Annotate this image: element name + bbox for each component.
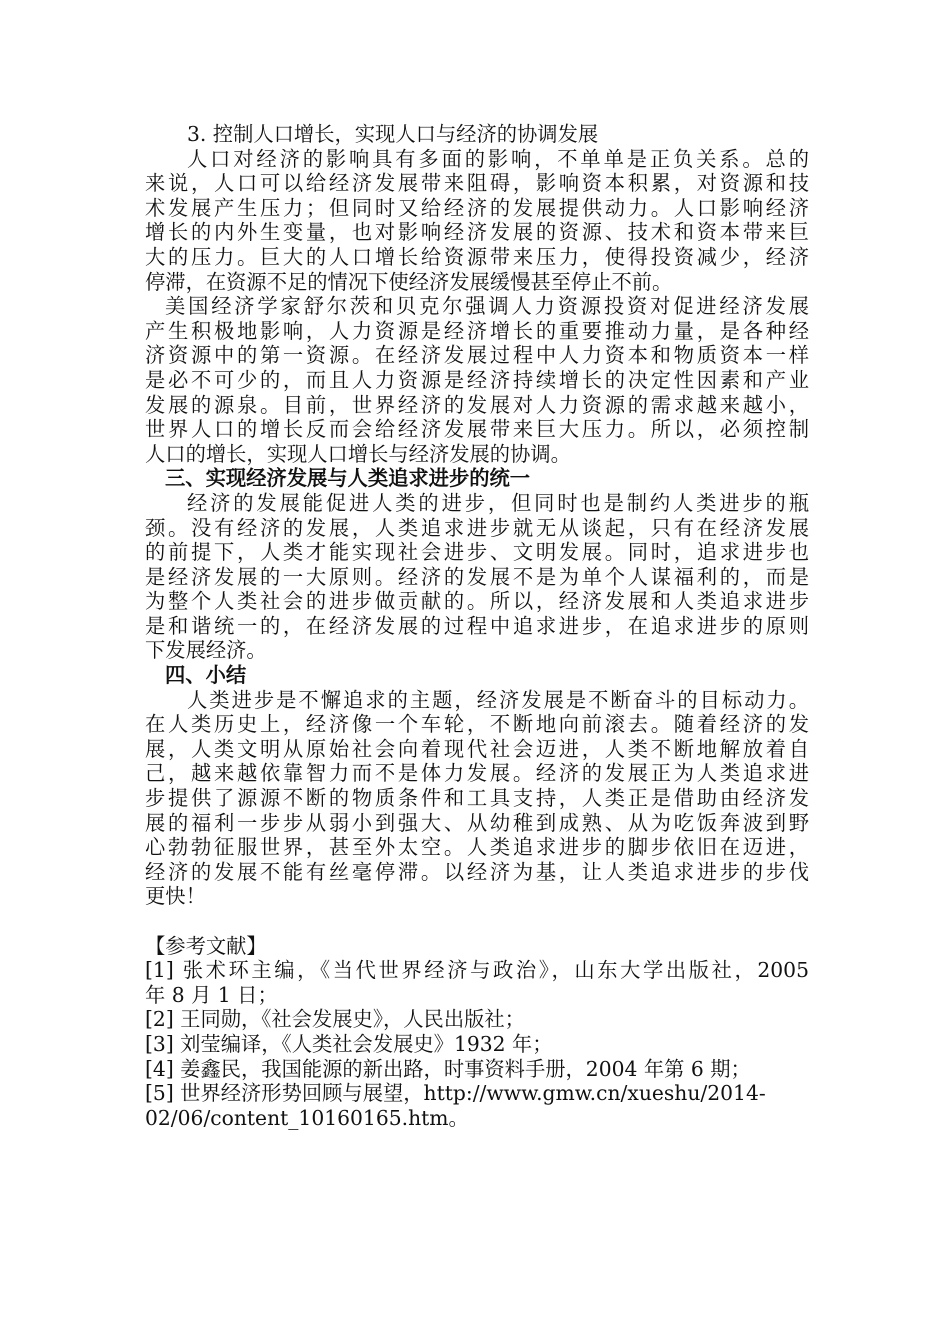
paragraph [145,688,809,909]
paragraph-line: 经济的发展不能有丝毫停滞。以经济为基，让人类追求进步的步伐 [145,859,809,884]
reference-item: [3] 刘莹编译，《人类社会发展史》1932 年； [145,1031,553,1056]
paragraph-line: 在人类历史上，经济像一个车轮，不断地向前滚去。随着经济的发 [145,712,809,737]
section-heading: 四、小结 [165,663,247,688]
paragraph-line: 人口对经济的影响具有多面的影响，不单单是正负关系。总的 [187,146,809,171]
paragraph-line: 是和谐统一的，在经济发展的过程中追求进步，在追求进步的原则 [145,613,809,638]
paragraph-line: 人类进步是不懈追求的主题，经济发展是不断奋斗的目标动力。 [187,687,809,712]
paragraph-line: 颈。没有经济的发展，人类追求进步就无从谈起，只有在经济发展 [145,515,809,540]
paragraph-line: 更快！ [145,884,206,909]
reference-item: [1] 张术环主编，《当代世界经济与政治》，山东大学出版社，2005 [145,958,809,983]
subsection-heading: 3. 控制人口增长，实现人口与经济的协调发展 [187,122,599,146]
paragraph-line: 是经济发展的一大原则。经济的发展不是为单个人谋福利的，而是 [145,564,809,589]
paragraph-line: 发展的源泉。目前，世界经济的发展对人力资源的需求越来越小， [145,392,809,417]
paragraph-line: 术发展产生压力；但同时又给经济的发展提供动力。人口影响经济 [145,195,809,220]
paragraph [145,294,809,466]
document-body [145,122,809,1130]
paragraph-line: 美国经济学家舒尔茨和贝克尔强调人力资源投资对促进经济发展 [165,294,809,319]
paragraph-line: 的前提下，人类才能实现社会进步、文明发展。同时，追求进步也 [145,540,809,565]
blank-line [145,909,809,934]
paragraph-line: 经济的发展能促进人类的进步，但同时也是制约人类进步的瓶 [187,490,809,515]
references-heading: 【参考文献】 [145,933,267,958]
paragraph-line: 增长的内外生变量，也对影响经济发展的资源、技术和资本带来巨 [145,220,809,245]
paragraph-line: 展的福利一步步从弱小到强大、从幼稚到成熟、从为吃饭奔波到野 [145,810,809,835]
section-heading: 三、实现经济发展与人类追求进步的统一 [165,466,531,491]
reference-item: 年 8 月 1 日； [145,982,278,1007]
reference-list [145,958,809,1130]
reference-item: [5] 世界经济形势回顾与展望，http://www.gmw.cn/xueshu/2014- [145,1081,766,1106]
paragraph [145,491,809,663]
paragraph-line: 大的压力。巨大的人口增长给资源带来压力，使得投资减少，经济 [145,244,809,269]
paragraph-line: 下发展经济。 [145,638,267,663]
paragraph-line: 心勃勃征服世界，甚至外太空。人类追求进步的脚步依旧在迈进， [145,835,809,860]
paragraph [145,147,809,295]
paragraph-line: 己，越来越依靠智力而不是体力发展。经济的发展正为人类追求进 [145,761,809,786]
paragraph-line: 济资源中的第一资源。在经济发展过程中人力资本和物质资本一样 [145,343,809,368]
paragraph-line: 人口的增长，实现人口增长与经济发展的协调。 [145,441,571,466]
reference-item: [4] 姜鑫民，我国能源的新出路，时事资料手册，2004 年第 6 期； [145,1056,751,1081]
paragraph-line: 来说，人口可以给经济发展带来阻碍，影响资本积累，对资源和技 [145,171,809,196]
paragraph-line: 产生积极地影响，人力资源是经济增长的重要推动力量，是各种经 [145,318,809,343]
paragraph-line: 停滞，在资源不足的情况下使经济发展缓慢甚至停止不前。 [145,269,673,294]
paragraph-line: 为整个人类社会的进步做贡献的。所以，经济发展和人类追求进步 [145,589,809,614]
paragraph-line: 是必不可少的，而且人力资源是经济持续增长的决定性因素和产业 [145,367,809,392]
paragraph-line: 步提供了源源不断的物质条件和工具支持，人类正是借助由经济发 [145,786,809,811]
reference-item: 02/06/content_10160165.htm。 [145,1105,469,1130]
paragraph-line: 世界人口的增长反而会给经济发展带来巨大压力。所以，必须控制 [145,417,809,442]
paragraph-line: 展，人类文明从原始社会向着现代社会迈进，人类不断地解放着自 [145,736,809,761]
reference-item: [2] 王同勋，《社会发展史》，人民出版社； [145,1007,525,1032]
